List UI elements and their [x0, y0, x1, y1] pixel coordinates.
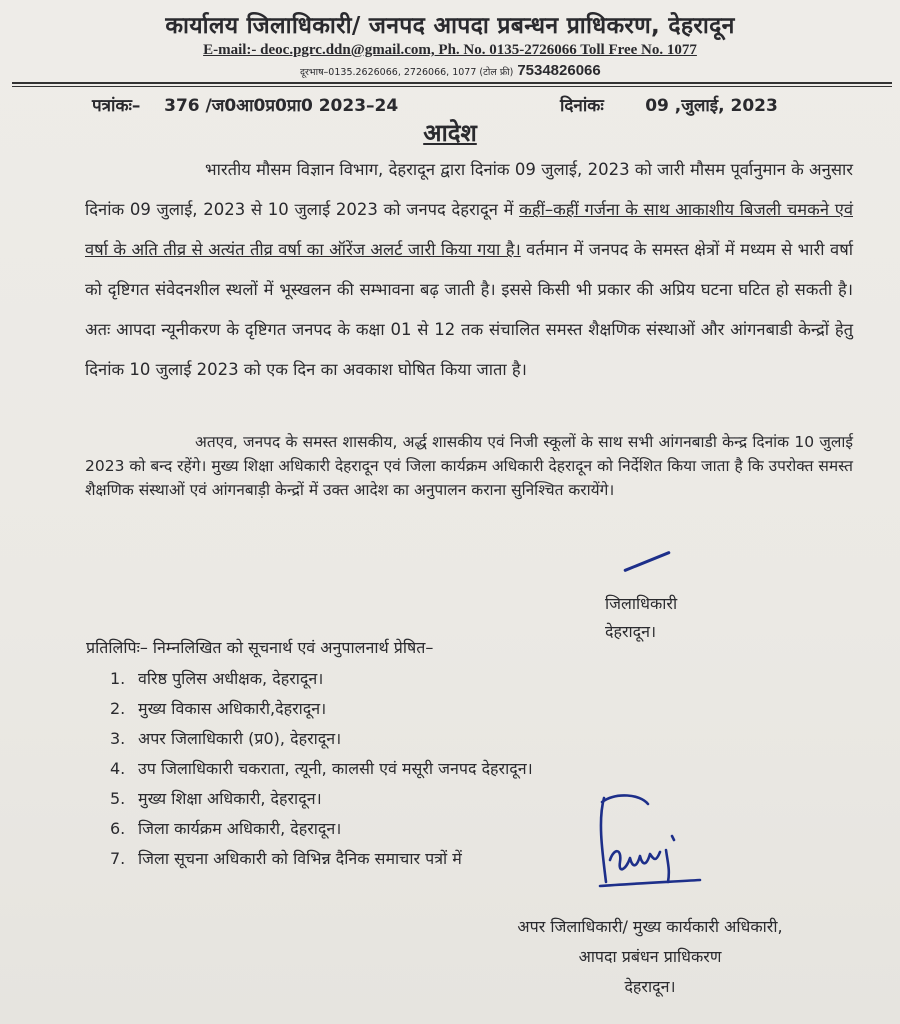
- phone-line: [300, 62, 601, 79]
- phone-text: दूरभाष–0135.2626066, 2726066, 1077 (टोल फ्री): [300, 67, 514, 78]
- list-item-text: मुख्य शिक्षा अधिकारी, देहरादून।: [138, 789, 322, 808]
- paragraph-2: अतएव, जनपद के समस्त शासकीय, अर्द्ध शासकीय एवं निजी स्कूलों के साथ सभी आंगनबाडी केन्द्र दिनांक 10 जुलाई 2023 को बन्द रहेंगे। मुख्य शिक्षा अधिकारी देहरादून एवं जिला कार्यक्रम अधिकारी देहरादून को निर्देशित किया जाता है कि उपरोक्त समस्त शैक्षणिक संस्थाओं एवं आंगनबाड़ी केन्द्रों में उक्त आदेश का अनुपालन कराना सुनिश्चित करायेंगे।: [85, 433, 853, 499]
- list-item: [110, 664, 533, 694]
- list-item: [110, 694, 533, 724]
- list-item: [110, 724, 533, 754]
- copy-to-list: [110, 664, 533, 874]
- list-item-number: 3.: [110, 729, 126, 748]
- list-item-number: 7.: [110, 849, 126, 868]
- list-item-text: वरिष्ठ पुलिस अधीक्षक, देहरादून।: [138, 669, 324, 688]
- title-text: आदेश: [423, 119, 477, 147]
- list-item-text: जिला कार्यक्रम अधिकारी, देहरादून।: [138, 819, 342, 838]
- phone-number: 7534826066: [517, 62, 601, 79]
- list-item: [110, 814, 533, 844]
- list-item: [110, 754, 533, 784]
- office-title: कार्यालय जिलाधिकारी/ जनपद आपदा प्रबन्धन प्राधिकरण, देहरादून: [165, 13, 735, 39]
- list-item-text: मुख्य विकास अधिकारी,देहरादून।: [138, 699, 327, 718]
- list-item-number: 4.: [110, 759, 126, 778]
- header-divider-thin: [12, 86, 892, 87]
- date-label: दिनांकः: [560, 96, 604, 116]
- list-item: [110, 844, 533, 874]
- list-item-number: 1.: [110, 669, 126, 688]
- signatory-additional-dm: [480, 912, 820, 1002]
- signatory-2-place: देहरादून।: [624, 977, 676, 996]
- handwritten-signature: [596, 790, 706, 890]
- signatory-district-magistrate: [605, 590, 677, 646]
- signatory-2-authority: आपदा प्रबंधन प्राधिकरण: [578, 947, 722, 966]
- date-value: 09 ,जुलाई, 2023: [645, 96, 778, 116]
- list-item-number: 6.: [110, 819, 126, 838]
- contact-email-line: [0, 42, 900, 59]
- header-divider: [12, 82, 892, 84]
- reference-label: पत्रांकः–: [92, 96, 141, 116]
- document-title: [0, 116, 900, 149]
- reference-number: [92, 93, 398, 116]
- list-item-text: जिला सूचना अधिकारी को विभिन्न दैनिक समाचार पत्रों में: [138, 849, 462, 868]
- copy-to-heading: प्रतिलिपिः– निम्नलिखित को सूचनार्थ एवं अनुपालनार्थ प्रेषित–: [86, 638, 434, 657]
- paragraph-1-part-2: वर्तमान में जनपद के समस्त क्षेत्रों में मध्यम से भारी वर्षा को दृष्टिगत संवेदनशील स्थलों में भूस्खलन की सम्भावना बढ़ जाती है। इससे किसी भी प्रकार की अप्रिय घटना घटित हो सकती है। अतः आपदा न्यूनीकरण के दृष्टिगत जनपद के कक्षा 01 से 12 तक संचालित समस्त शैक्षणिक संस्थाओं और आंगनबाडी केन्द्रों हेतु दिनांक 10 जुलाई 2023 को एक दिन का अवकाश घोषित किया जाता है।: [85, 240, 854, 379]
- signatory-2-designation: अपर जिलाधिकारी/ मुख्य कार्यकारी अधिकारी,: [517, 917, 783, 936]
- email-text: E-mail:- deoc.pgrc.ddn@gmail.com, Ph. No. 0135-2726066 Toll Free No. 1077: [203, 42, 697, 58]
- list-item-number: 5.: [110, 789, 126, 808]
- list-item-text: उप जिलाधिकारी चकराता, त्यूनी, कालसी एवं मसूरी जनपद देहरादून।: [138, 759, 533, 778]
- initials-mark: [623, 551, 670, 573]
- paragraph-1: [85, 150, 853, 390]
- list-item: [110, 784, 533, 814]
- paragraph-1-part-1: भारतीय मौसम विज्ञान विभाग, देहरादून द्वारा दिनांक 09 जुलाई, 2023 को जारी मौसम पूर्वानुमान के अनुसार दिनांक 09 जुलाई, 2023 से 10 जुलाई 2023 को जनपद देहरादून में: [85, 160, 853, 219]
- signatory-1-designation: जिलाधिकारी: [605, 594, 678, 613]
- orange-alert-text: कहीं–कहीं गर्जना के साथ आकाशीय बिजली चमकने एवं वर्षा के अति तीव्र से अत्यंत तीव्र वर्षा का ऑरेंज अलर्ट जारी किया गया है।: [85, 200, 853, 259]
- list-item-text: अपर जिलाधिकारी (प्र0), देहरादून।: [138, 729, 342, 748]
- signatory-1-place: देहरादून।: [605, 622, 657, 641]
- reference-value: 376 /ज0आ0प्र0प्रा0 2023–24: [164, 96, 399, 116]
- list-item-number: 2.: [110, 699, 126, 718]
- order-date: [560, 93, 778, 116]
